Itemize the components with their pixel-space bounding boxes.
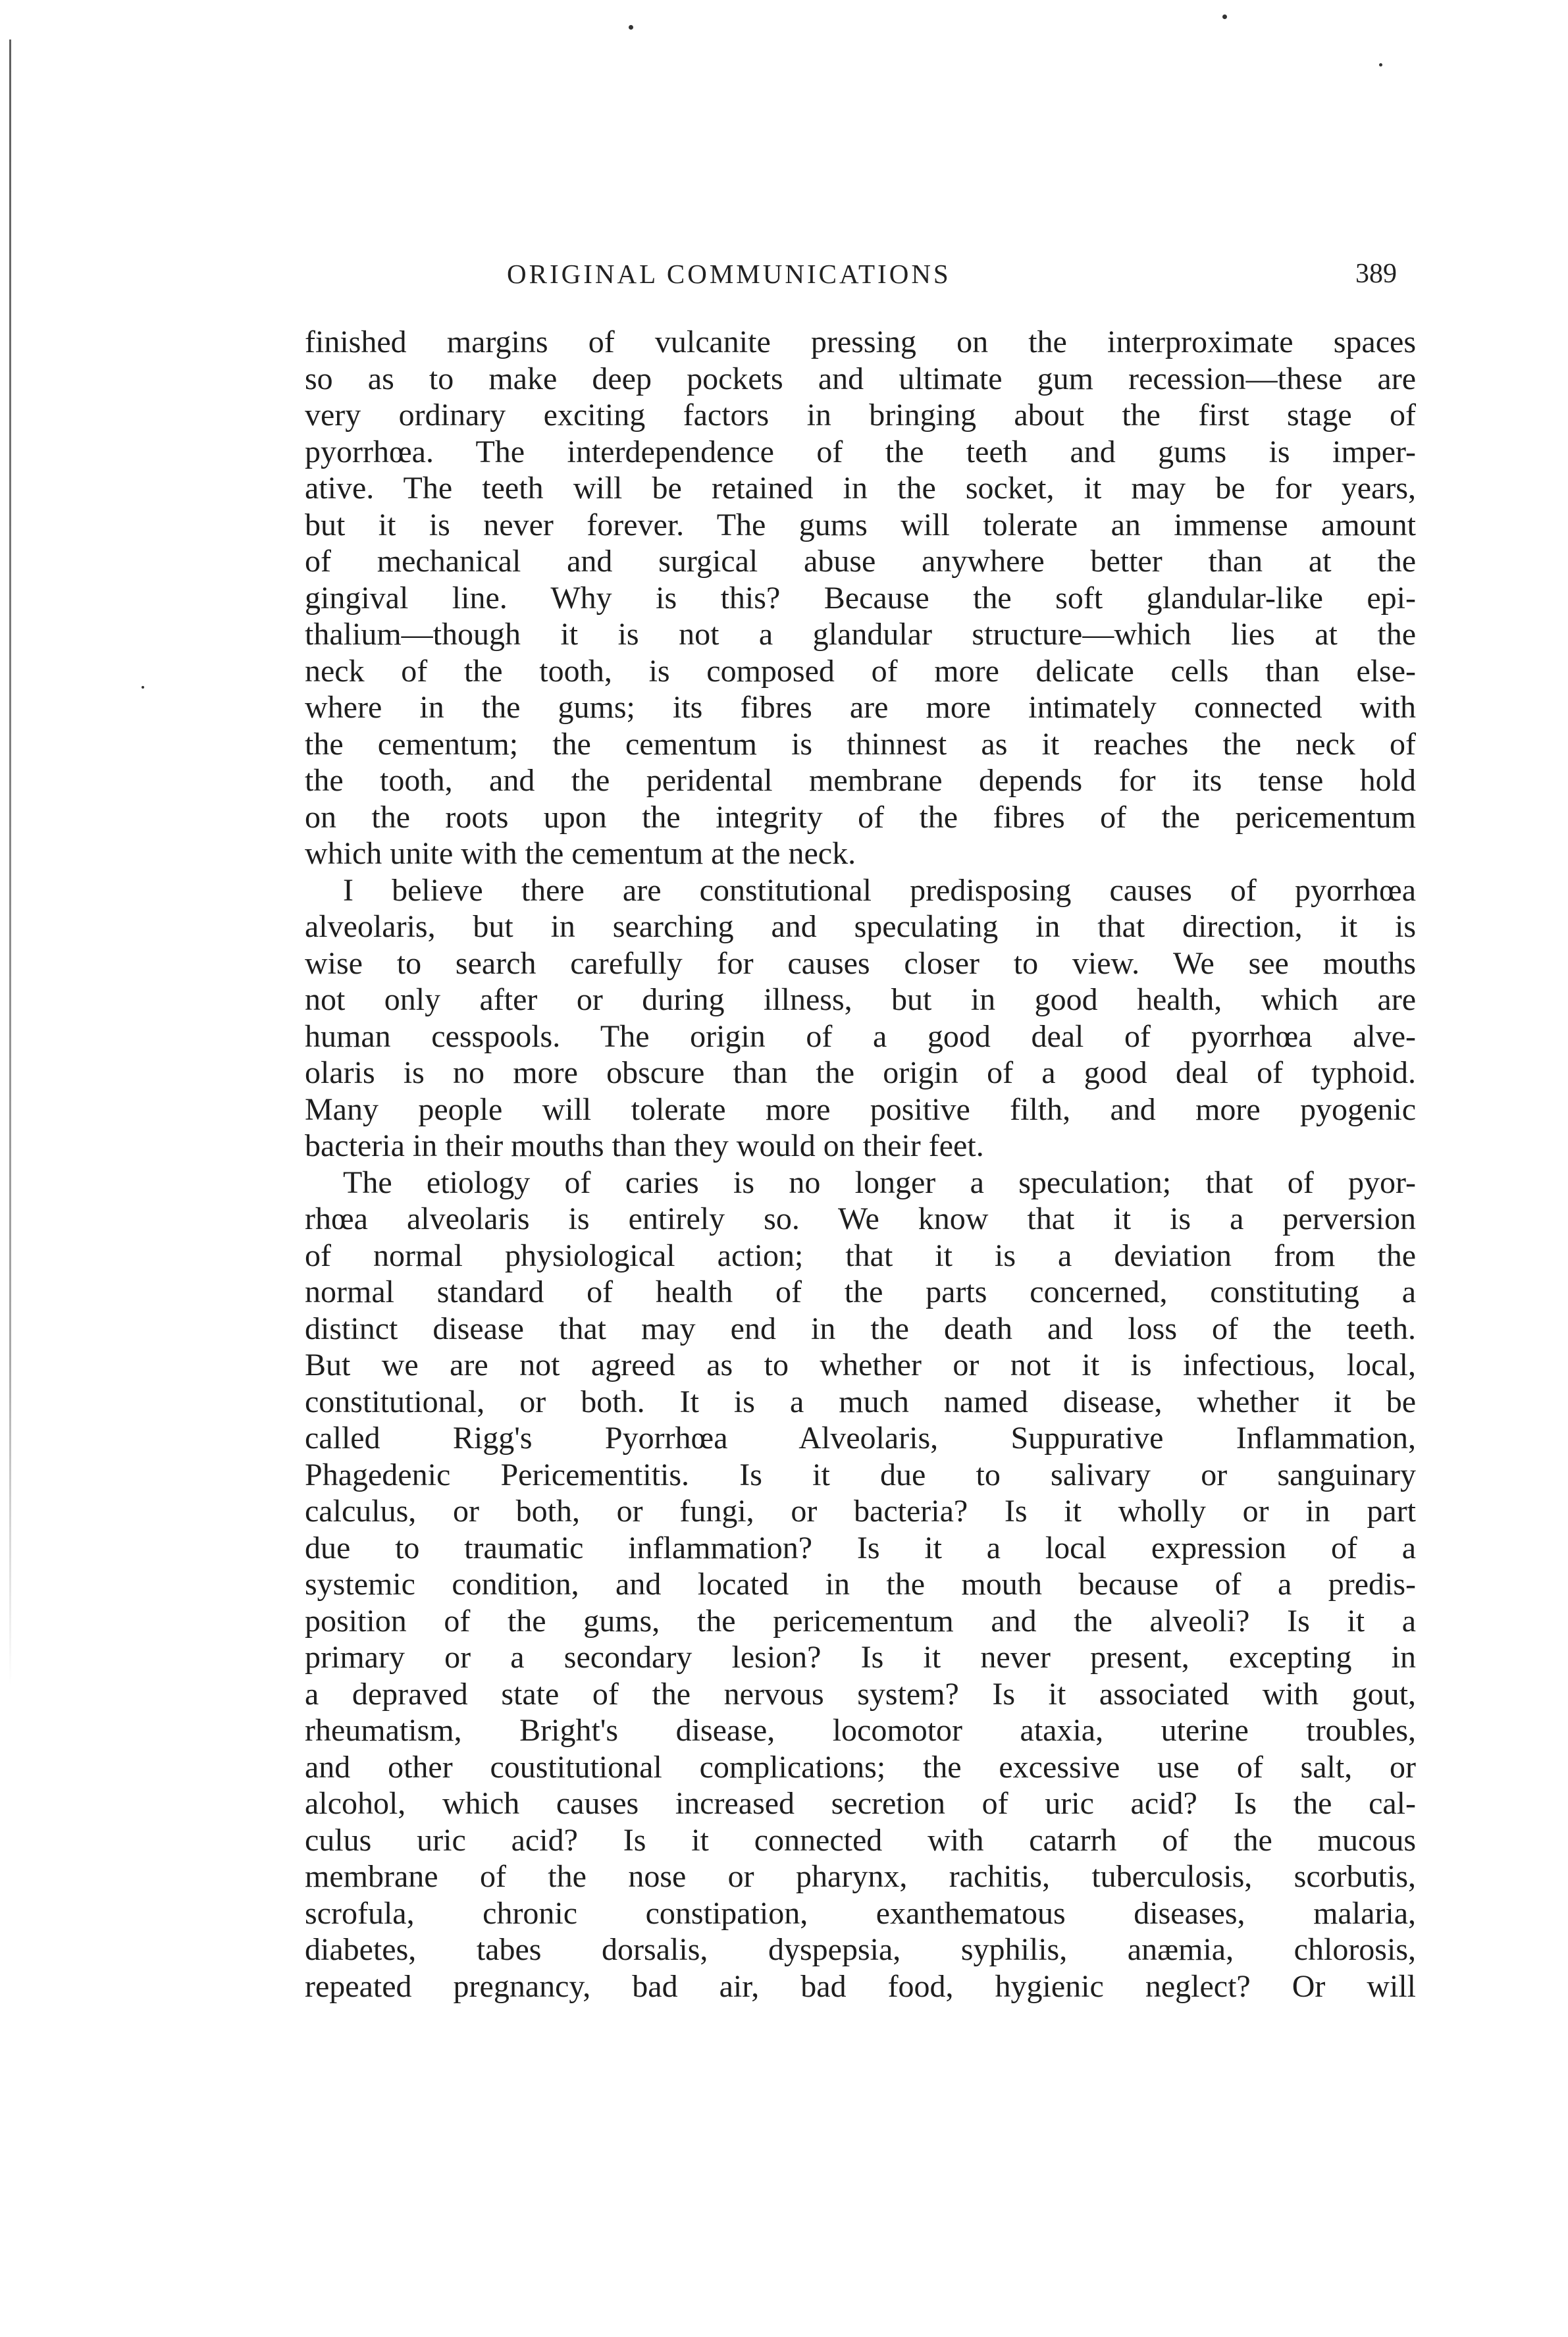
text-line: The etiology of caries is no longer a speculation; that of pyor- xyxy=(343,1165,1416,1200)
text-line: repeated pregnancy, bad air, bad food, hygienic neglect? Or will xyxy=(305,1968,1416,2004)
ink-speck xyxy=(629,25,633,30)
text-line: pyorrhœa. The interdependence of the teeth and gums is imper- xyxy=(305,434,1416,469)
text-line: calculus, or both, or fungi, or bacteria? Is it wholly or in part xyxy=(305,1494,1416,1529)
page-number: 389 xyxy=(1355,259,1397,289)
page-header xyxy=(309,258,1415,304)
text-line: neck of the tooth, is composed of more delicate cells than else- xyxy=(305,653,1416,689)
text-line: due to traumatic inflammation? Is it a local expression of a xyxy=(305,1530,1416,1565)
paragraph xyxy=(305,324,1416,872)
text-line: Phagedenic Pericementitis. Is it due to salivary or sanguinary xyxy=(305,1457,1416,1492)
ink-speck xyxy=(1222,14,1227,19)
text-line: culus uric acid? Is it connected with catarrh of the mucous xyxy=(305,1822,1416,1858)
text-line: systemic condition, and located in the mouth because of a predis- xyxy=(305,1567,1416,1602)
text-line: a depraved state of the nervous system? Is it associated with gout, xyxy=(305,1676,1416,1712)
paragraph xyxy=(305,1165,1416,2005)
binding-edge xyxy=(9,39,11,1685)
ink-speck xyxy=(1379,63,1382,66)
text-line: the tooth, and the peridental membrane depends for its tense hold xyxy=(305,763,1416,798)
text-line: alcohol, which causes increased secretion of uric acid? Is the cal- xyxy=(305,1786,1416,1821)
text-line: so as to make deep pockets and ultimate gum recession—these are xyxy=(305,361,1416,396)
text-line: ative. The teeth will be retained in the socket, it may be for years, xyxy=(305,471,1416,506)
ink-speck xyxy=(142,686,144,689)
body-text xyxy=(305,324,1416,2005)
text-line: which unite with the cementum at the neck. xyxy=(305,836,856,871)
text-line: finished margins of vulcanite pressing on the interproximate spaces xyxy=(305,325,1416,359)
text-line: the cementum; the cementum is thinnest as it reaches the neck of xyxy=(305,726,1416,762)
text-line: human cesspools. The origin of a good deal of pyorrhœa alve- xyxy=(305,1018,1416,1054)
text-line: of normal physiological action; that it is a deviation from the xyxy=(305,1238,1416,1273)
text-line: primary or a secondary lesion? Is it never present, excepting in xyxy=(305,1640,1416,1675)
text-line: Many people will tolerate more positive filth, and more pyogenic xyxy=(305,1091,1416,1127)
text-line: I believe there are constitutional predisposing causes of pyorrhœa xyxy=(343,872,1416,908)
text-line: of mechanical and surgical abuse anywhere better than at the xyxy=(305,544,1416,579)
text-line: distinct disease that may end in the death and loss of the teeth. xyxy=(305,1311,1416,1346)
text-line: gingival line. Why is this? Because the soft glandular-like epi- xyxy=(305,580,1416,616)
running-head: ORIGINAL COMMUNICATIONS xyxy=(507,259,951,289)
text-line: membrane of the nose or pharynx, rachitis, tuberculosis, scorbutis, xyxy=(305,1859,1416,1894)
text-line: But we are not agreed as to whether or not it is infectious, local, xyxy=(305,1348,1416,1382)
text-line: wise to search carefully for causes closer to view. We see mouths xyxy=(305,945,1416,981)
text-line: position of the gums, the pericementum and the alveoli? Is it a xyxy=(305,1603,1416,1639)
text-line: rhœa alveolaris is entirely so. We know that it is a perversion xyxy=(305,1201,1416,1236)
text-line: thalium—though it is not a glandular structure—which lies at the xyxy=(305,617,1416,652)
text-line: very ordinary exciting factors in bringing about the first stage of xyxy=(305,398,1416,433)
text-line: scrofula, chronic constipation, exanthematous diseases, malaria, xyxy=(305,1895,1416,1931)
text-line: olaris is no more obscure than the origin of a good deal of typhoid. xyxy=(305,1055,1416,1090)
text-line: rheumatism, Bright's disease, locomotor ataxia, uterine troubles, xyxy=(305,1713,1416,1748)
text-line: called Rigg's Pyorrhœa Alveolaris, Suppurative Inflammation, xyxy=(305,1421,1416,1456)
text-line: and other coustitutional complications; the excessive use of salt, or xyxy=(305,1749,1416,1785)
text-line: normal standard of health of the parts concerned, constituting a xyxy=(305,1274,1416,1309)
text-line: bacteria in their mouths than they would on their feet. xyxy=(305,1128,984,1163)
text-line: where in the gums; its fibres are more intimately connected with xyxy=(305,690,1416,725)
text-line: diabetes, tabes dorsalis, dyspepsia, syphilis, anæmia, chlorosis, xyxy=(305,1932,1416,1967)
text-line: on the roots upon the integrity of the fibres of the pericementum xyxy=(305,799,1416,835)
text-line: alveolaris, but in searching and speculating in that direction, it is xyxy=(305,909,1416,944)
text-line: not only after or during illness, but in good health, which are xyxy=(305,982,1416,1017)
text-line: but it is never forever. The gums will tolerate an immense amount xyxy=(305,507,1416,542)
paragraph xyxy=(305,872,1416,1165)
text-line: constitutional, or both. It is a much named disease, whether it be xyxy=(305,1384,1416,1419)
